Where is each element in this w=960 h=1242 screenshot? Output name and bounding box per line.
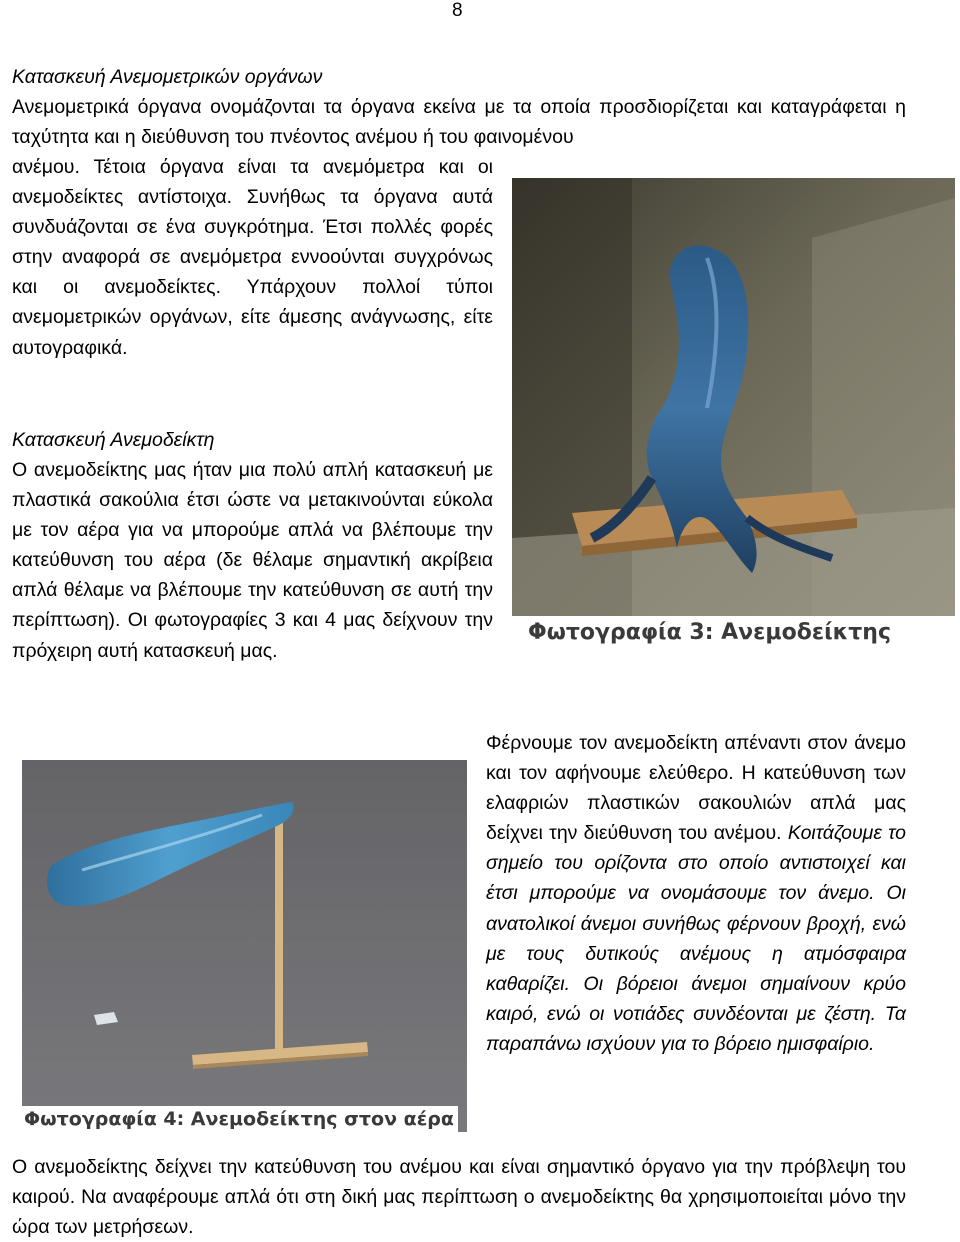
paragraph-closing: Ο ανεμοδείκτης δείχνει την κατεύθυνση του ανέμου και είναι σημαντικό όργανο για την πρόβλεψη του καιρού. Να αναφέρουμε απλά ότι στη δική μας περίπτωση ο ανεμοδείκτης θα χρησιμοποιείται μόνο την ώρα των μετρήσεων. — [12, 1156, 906, 1239]
paragraph-wind-vane-construction: Ο ανεμοδείκτης μας ήταν μια πολύ απλή κατασκευή με πλαστικά σακούλια έτσι ώστε να μετακινούνται εύκολα με τον αέρα για να μπορούμε απλά να βλέπουμε την κατεύθυνση του αέρα (δε θέλαμε σημαντική ακρίβεια απλά θέλαμε να βλέπουμε την κατεύθυνση σε αυτή την περίπτωση). Οι φωτογραφίες 3 και 4 μας δείχνουν την πρόχειρη αυτή κατασκευή μας. — [12, 459, 493, 662]
paragraph-intro-full: Ανεμομετρικά όργανα ονομάζονται τα όργανα εκείνα με τα οποία προσδιορίζεται και καταγράφεται η ταχύτητα και η διεύθυνση του πνέοντος ανέμου ή του φαινομένου — [12, 96, 906, 149]
paragraph-intro-narrow: ανέμου. Τέτοια όργανα είναι τα ανεμόμετρα και οι ανεμοδείκτες αντίστοιχα. Συνήθως τα όργανα αυτά συνδυάζονται σε ένα συγκρότημα. Έτσι πολλές φορές στην αναφορά σε ανεμόμετρα εννοούνται συγχρόνως και οι ανεμοδείκτες. Υπάρχουν πολλοί τύποι ανεμομετρικών οργάνων, είτε άμεσης ανάγνωσης, είτε αυτογραφικά. — [12, 156, 493, 359]
paragraph-wind-direction — [486, 728, 906, 1059]
photo-wind-vane-outdoor — [22, 760, 467, 1132]
page-number: 8 — [452, 0, 463, 21]
paragraph-wind-direction-normal: Φέρνουμε τον ανεμοδείκτη απέναντι στον άνεμο και τον αφήνουμε ελεύθερο. Η κατεύθυνση των ελαφριών πλαστικών σακουλιών απλά μας δείχνει την διεύθυνση του ανέμου. — [486, 732, 906, 845]
photo-wind-vane-indoor — [512, 178, 955, 616]
section-heading-wind-vane: Κατασκευή Ανεμοδείκτη — [12, 429, 215, 451]
photo-wind-vane-indoor-image — [512, 178, 955, 616]
photo3-caption: Φωτογραφία 3: Ανεμοδείκτης — [528, 620, 892, 645]
photo4-caption: Φωτογραφία 4: Ανεμοδείκτης στον αέρα — [22, 1106, 458, 1132]
section-heading-anemometric: Κατασκευή Ανεμομετρικών οργάνων — [12, 66, 323, 88]
paragraph-wind-direction-italic: Κοιτάζουμε το σημείο του ορίζοντα στο οποίο αντιστοιχεί και έτσι μπορούμε να ονομάσουμε τον άνεμο. Οι ανατολικοί άνεμοι συνήθως φέρνουν βροχή, ενώ με τους δυτικούς ανέμους η ατμόσφαιρα καθαρίζει. Οι βόρειοι άνεμοι σημαίνουν κρύο καιρό, ενώ οι νοτιάδες συνδέονται με ζέστη. Τα παραπάνω ισχύουν για το βόρειο ημισφαίριο. — [486, 822, 906, 1055]
photo-wind-vane-outdoor-image — [22, 760, 467, 1132]
